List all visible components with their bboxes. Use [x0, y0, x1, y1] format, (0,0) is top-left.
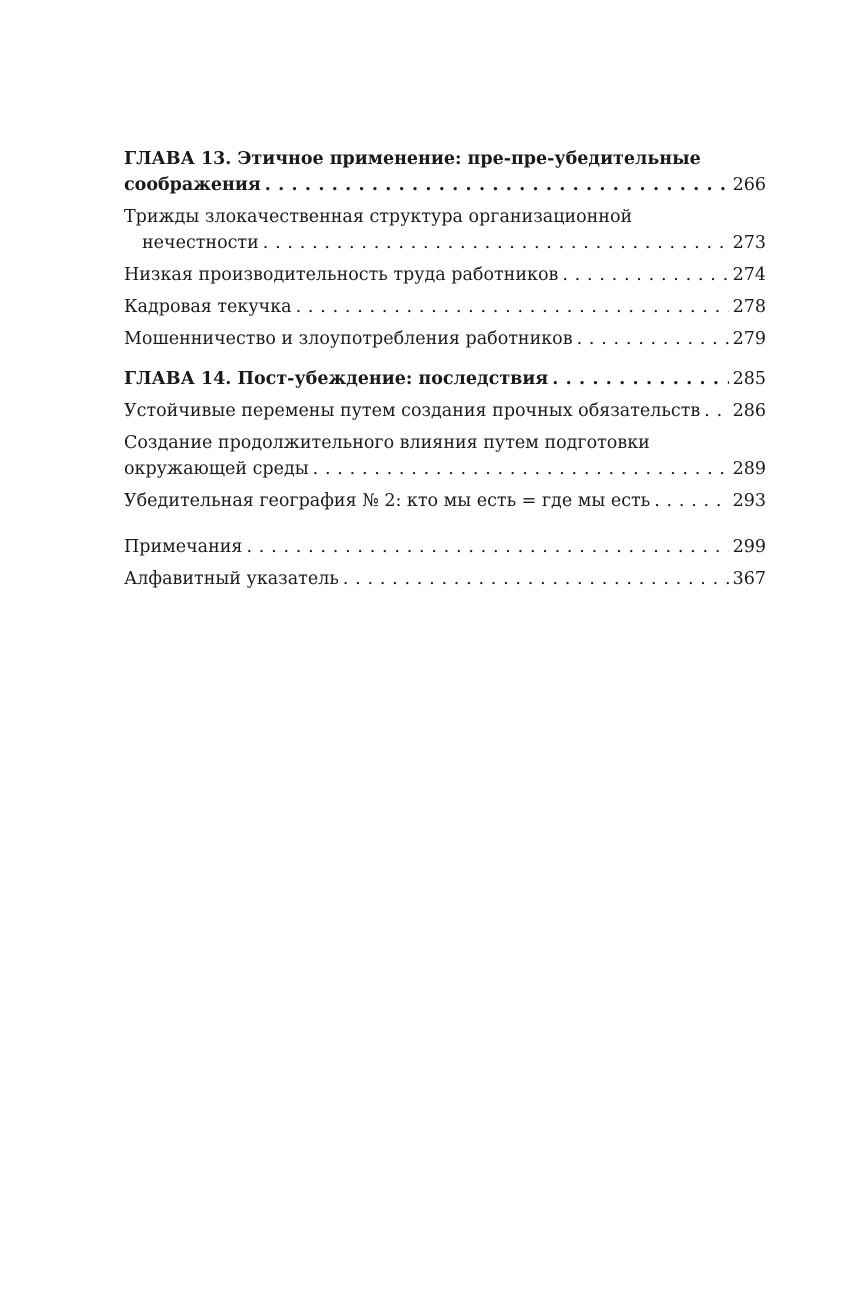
toc-item-line1: Трижды злокачественная структура организационной [124, 207, 633, 227]
toc-item-title: Примечания [124, 537, 243, 557]
toc-notes[interactable] [124, 534, 766, 560]
chapter-13-title-line1: ГЛАВА 13. Этичное применение: пре-пре-убедительные [124, 149, 701, 169]
toc-item[interactable] [124, 262, 766, 288]
chapter-13-title-line2: соображения [124, 175, 261, 195]
toc-item[interactable] [124, 488, 766, 514]
dot-leader [246, 534, 728, 560]
toc-item-title: Алфавитный указатель [124, 569, 339, 589]
dot-leader [562, 262, 728, 288]
chapter-14-title: ГЛАВА 14. Пост-убеждение: последствия [124, 369, 549, 389]
toc-item-title: Убедительная география № 2: кто мы есть = где мы есть [124, 491, 651, 511]
toc-item[interactable] [124, 430, 766, 482]
page-number: 266 [732, 175, 766, 195]
toc-item[interactable] [124, 204, 766, 256]
dot-leader [704, 398, 728, 424]
dot-leader [577, 326, 729, 352]
toc-item-title: Кадровая текучка [124, 297, 292, 317]
toc-chapter-14[interactable] [124, 366, 766, 392]
dot-leader [552, 366, 728, 392]
page-number: 293 [732, 491, 766, 511]
toc-item-line2: окружающей среды [124, 459, 309, 479]
page-number: 289 [732, 459, 766, 479]
toc-item-title: Устойчивые перемены путем создания прочных обязательств [124, 401, 701, 421]
page-number: 274 [732, 265, 766, 285]
page-number: 285 [732, 369, 766, 389]
toc-item[interactable] [124, 294, 766, 320]
dot-leader [265, 172, 729, 198]
page-number: 278 [732, 297, 766, 317]
page-number: 367 [732, 569, 766, 589]
dot-leader [343, 566, 729, 592]
dot-leader [654, 488, 728, 514]
toc-chapter-13[interactable] [124, 146, 766, 198]
toc-item[interactable] [124, 326, 766, 352]
toc-item-title: Низкая производительность труда работников [124, 265, 559, 285]
toc-item-title: Мошенничество и злоупотребления работников [124, 329, 573, 349]
page-number: 279 [732, 329, 766, 349]
dot-leader [263, 230, 729, 256]
toc-item[interactable] [124, 398, 766, 424]
page-number: 299 [732, 537, 766, 557]
dot-leader [296, 294, 729, 320]
page-number: 273 [732, 233, 766, 253]
toc-item-line2: нечестности [142, 233, 259, 253]
toc-index[interactable] [124, 566, 766, 592]
dot-leader [313, 456, 729, 482]
toc-item-line1: Создание продолжительного влияния путем подготовки [124, 433, 650, 453]
table-of-contents [124, 146, 766, 592]
page-number: 286 [732, 401, 766, 421]
